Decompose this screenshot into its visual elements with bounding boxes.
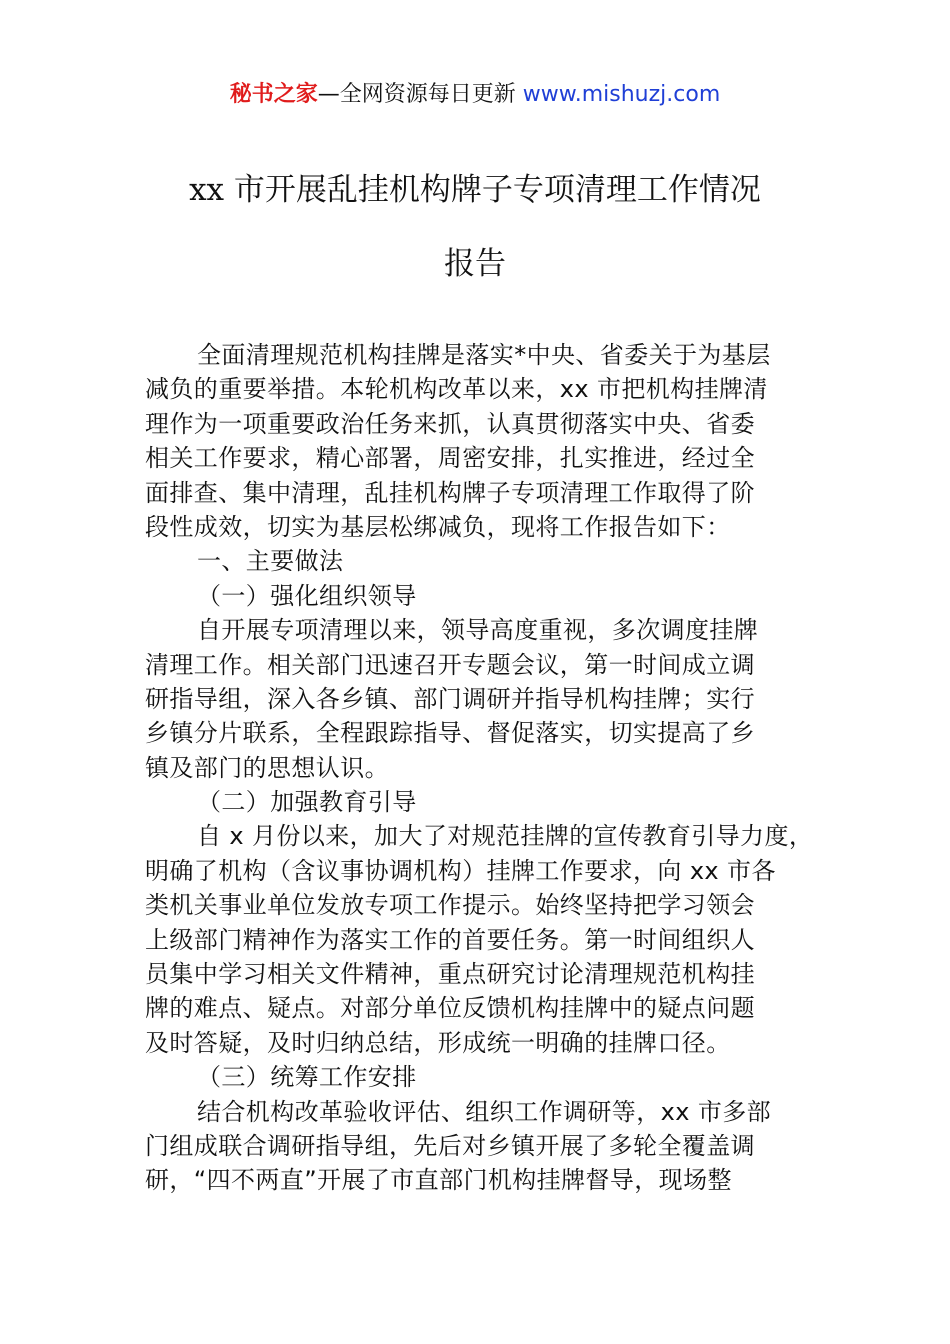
paragraph-line: 乡镇分片联系，全程跟踪指导、督促落实，切实提高了乡 bbox=[145, 719, 755, 748]
paragraph-line: 上级部门精神作为落实工作的首要任务。第一时间组织人 bbox=[145, 925, 755, 954]
header-tagline: —全网资源每日更新 bbox=[317, 82, 516, 107]
paragraph-line: 明确了机构（含议事协调机构）挂牌工作要求，向 xx 市各 bbox=[145, 856, 776, 885]
paragraph-line: 段性成效，切实为基层松绑减负，现将工作报告如下： bbox=[145, 512, 731, 541]
document-title-line-2: 报告 bbox=[444, 246, 506, 282]
brand-name: 秘书之家 bbox=[229, 82, 318, 107]
paragraph-line: 面排查、集中清理，乱挂机构牌子专项清理工作取得了阶 bbox=[145, 478, 755, 507]
paragraph-line: 减负的重要举措。本轮机构改革以来，xx 市把机构挂牌清 bbox=[145, 375, 768, 404]
paragraph-line: 镇及部门的思想认识。 bbox=[145, 753, 389, 782]
paragraph-line: 清理工作。相关部门迅速召开专题会议，第一时间成立调 bbox=[145, 650, 755, 679]
paragraph-line: 员集中学习相关文件精神，重点研究讨论清理规范机构挂 bbox=[145, 960, 755, 989]
subsection-heading: （三）统筹工作安排 bbox=[197, 1063, 417, 1092]
site-header bbox=[0, 78, 950, 112]
paragraph-line: 及时答疑，及时归纳总结，形成统一明确的挂牌口径。 bbox=[145, 1028, 731, 1057]
paragraph-line: 牌的难点、疑点。对部分单位反馈机构挂牌中的疑点问题 bbox=[145, 994, 755, 1023]
paragraph-line: 结合机构改革验收评估、组织工作调研等，xx 市多部 bbox=[197, 1097, 772, 1126]
section-heading: 一、主要做法 bbox=[197, 547, 344, 576]
site-url-link[interactable]: www.mishuzj.com bbox=[522, 82, 721, 107]
subsection-heading: （二）加强教育引导 bbox=[197, 788, 417, 817]
paragraph-line: 研，“四不两直”开展了市直部门机构挂牌督导，现场整 bbox=[145, 1166, 732, 1195]
subsection-heading: （一）强化组织领导 bbox=[197, 581, 417, 610]
paragraph-line: 类机关事业单位发放专项工作提示。始终坚持把学习领会 bbox=[145, 891, 755, 920]
paragraph-line: 自开展专项清理以来，领导高度重视，多次调度挂牌 bbox=[197, 616, 759, 645]
paragraph-line: 相关工作要求，精心部署，周密安排，扎实推进，经过全 bbox=[145, 444, 755, 473]
paragraph-line: 自 x 月份以来，加大了对规范挂牌的宣传教育引导力度， bbox=[197, 822, 814, 851]
paragraph-line: 研指导组，深入各乡镇、部门调研并指导机构挂牌；实行 bbox=[145, 684, 755, 713]
paragraph-line: 理作为一项重要政治任务来抓，认真贯彻落实中央、省委 bbox=[145, 409, 755, 438]
paragraph-line: 全面清理规范机构挂牌是落实*中央、省委关于为基层 bbox=[197, 341, 771, 369]
document-body bbox=[145, 338, 815, 1198]
document-title-line-1: xx 市开展乱挂机构牌子专项清理工作情况 bbox=[189, 172, 761, 208]
paragraph-line: 门组成联合调研指导组，先后对乡镇开展了多轮全覆盖调 bbox=[145, 1131, 755, 1160]
